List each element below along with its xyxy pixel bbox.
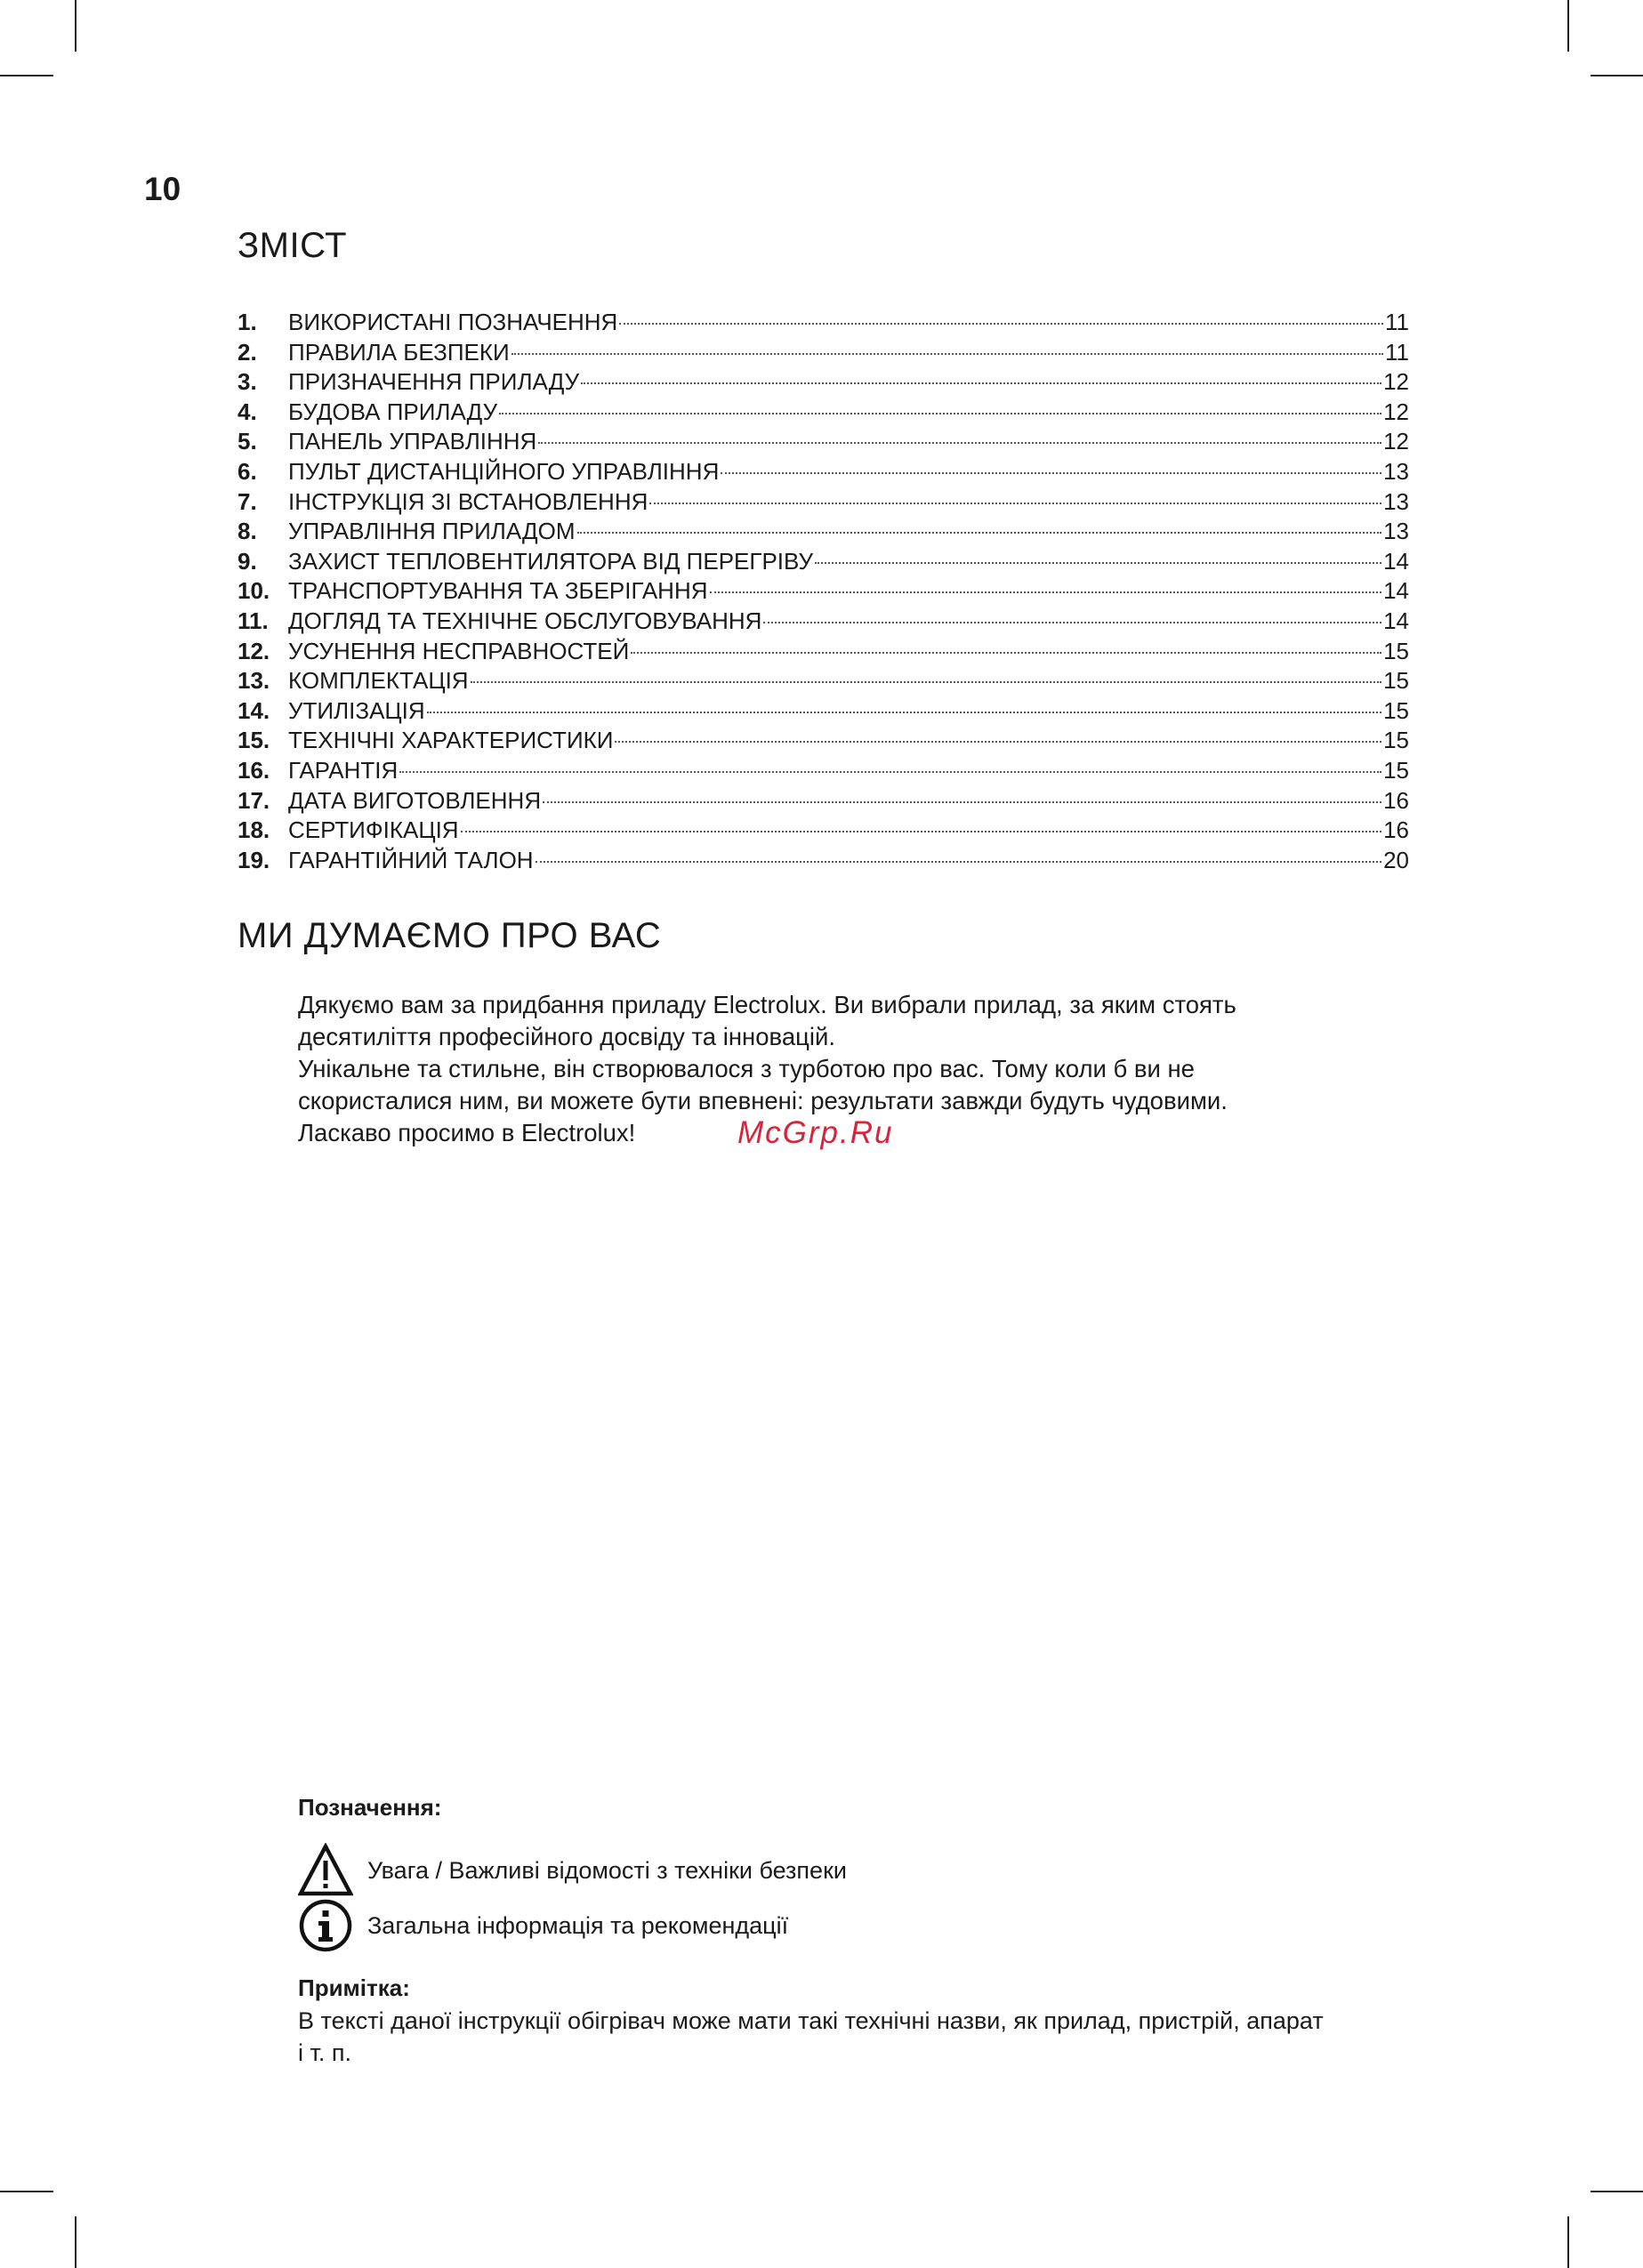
crop-mark: [1591, 2191, 1643, 2192]
legend-info: [298, 1898, 788, 1953]
toc-item-title: ПРИЗНАЧЕННЯ ПРИЛАДУ: [288, 368, 580, 396]
toc-item-number: 17.: [238, 786, 270, 814]
warning-triangle-icon: [298, 1843, 353, 1898]
intro-line: Унікальне та стильне, він створювалося з турботою про вас. Тому коли б ви не: [298, 1055, 1195, 1082]
toc-item-page: 20: [1383, 846, 1409, 873]
toc-item-number: 5.: [238, 428, 257, 455]
toc-item-title: ГАРАНТІЯ: [288, 756, 399, 784]
crop-mark: [1591, 75, 1643, 76]
toc-item-page: 13: [1383, 487, 1409, 515]
toc-item-title: ТЕХНІЧНІ ХАРАКТЕРИСТИКИ: [288, 727, 614, 754]
toc-item: [238, 726, 1409, 756]
toc-item-page: 15: [1383, 727, 1409, 754]
toc-item: [238, 338, 1409, 368]
toc-item-number: 18.: [238, 816, 270, 844]
toc-item: [238, 637, 1409, 667]
toc-leader-dots: [581, 382, 1381, 384]
toc-item-title: ДОГЛЯД ТА ТЕХНІЧНЕ ОБСЛУГОВУВАННЯ: [288, 607, 762, 634]
toc-item-page: 15: [1383, 667, 1409, 695]
toc-item-number: 10.: [238, 577, 270, 605]
toc-leader-dots: [399, 771, 1381, 773]
legend-warning: [298, 1843, 847, 1898]
toc-item-page: 15: [1383, 756, 1409, 784]
toc-item-number: 16.: [238, 756, 270, 784]
toc-item-page: 12: [1383, 368, 1409, 396]
toc-item: [238, 398, 1409, 428]
toc-leader-dots: [619, 323, 1383, 325]
toc-leader-dots: [649, 503, 1381, 504]
toc-item: [238, 427, 1409, 457]
toc-item-title: ТРАНСПОРТУВАННЯ ТА ЗБЕРІГАННЯ: [288, 577, 708, 605]
toc-item-number: 11.: [238, 607, 269, 634]
legend-warning-text: Увага / Важливі відомості з техніки безпеки: [367, 1856, 847, 1884]
toc-leader-dots: [427, 712, 1381, 713]
crop-mark: [1567, 2216, 1569, 2268]
intro-line: десятиліття професійного досвіду та інновацій.: [298, 1023, 835, 1050]
toc-leader-dots: [710, 591, 1382, 593]
toc-leader-dots: [721, 472, 1381, 474]
toc-item-number: 15.: [238, 727, 270, 754]
note-line: В тексті даної інструкції обігрівач може мати такі технічні назви, як прилад, пристрій, апарат: [298, 2007, 1324, 2034]
toc-item: [238, 576, 1409, 607]
toc-item: [238, 457, 1409, 487]
toc-item-title: УПРАВЛІННЯ ПРИЛАДОМ: [288, 518, 576, 545]
toc-leader-dots: [543, 801, 1381, 803]
toc-item-number: 9.: [238, 547, 257, 575]
toc-item-page: 15: [1383, 637, 1409, 664]
toc-item-page: 14: [1383, 547, 1409, 575]
toc-item-page: 11: [1385, 309, 1409, 335]
legend-info-text: Загальна інформація та рекомендації: [367, 1911, 789, 1939]
toc-item: [238, 846, 1409, 876]
toc-item: [238, 696, 1409, 727]
toc-item: [238, 517, 1409, 547]
toc-item: [238, 367, 1409, 398]
toc-item-title: ЗАХИСТ ТЕПЛОВЕНТИЛЯТОРА ВІД ПЕРЕГРІВУ: [288, 547, 814, 575]
toc-item: [238, 756, 1409, 786]
toc-item-number: 2.: [238, 338, 257, 366]
toc-leader-dots: [615, 741, 1381, 743]
crop-mark: [1567, 0, 1569, 52]
toc-item-title: ДАТА ВИГОТОВЛЕННЯ: [288, 786, 542, 814]
toc-item-number: 12.: [238, 637, 270, 664]
crop-mark: [75, 0, 77, 52]
toc-leader-dots: [536, 861, 1382, 863]
note-body: [298, 2005, 1454, 2069]
toc-item-number: 1.: [238, 309, 257, 335]
intro-line: скористалися ним, ви можете бути впевнені: результати завжди будуть чудовими.: [298, 1087, 1228, 1114]
toc-item-page: 14: [1383, 607, 1409, 634]
toc-item-page: 12: [1383, 428, 1409, 455]
intro-line: Ласкаво просимо в Electrolux!: [298, 1119, 636, 1146]
toc-leader-dots: [577, 532, 1382, 534]
toc-item-title: УСУНЕННЯ НЕСПРАВНОСТЕЙ: [288, 637, 630, 664]
legend-title: Позначення:: [298, 1794, 442, 1821]
toc-item-number: 14.: [238, 696, 270, 724]
toc-leader-dots: [538, 442, 1381, 444]
intro-heading: МИ ДУМАЄМО ПРО ВАС: [238, 916, 662, 955]
toc-item-page: 16: [1383, 816, 1409, 844]
crop-mark: [0, 75, 53, 76]
page-number: 10: [144, 171, 181, 207]
toc-item-number: 19.: [238, 846, 270, 873]
toc-item: [238, 666, 1409, 696]
toc-item-number: 6.: [238, 457, 257, 485]
toc-item-title: УТИЛІЗАЦІЯ: [288, 696, 425, 724]
toc-item-page: 16: [1383, 786, 1409, 814]
toc-item-title: ПАНЕЛЬ УПРАВЛІННЯ: [288, 428, 537, 455]
toc-item-title: ГАРАНТІЙНИЙ ТАЛОН: [288, 846, 534, 873]
crop-mark: [75, 2216, 77, 2268]
toc-leader-dots: [471, 681, 1382, 683]
toc-heading: ЗМІСТ: [238, 226, 348, 265]
intro-line: Дякуємо вам за придбання приладу Electrolux. Ви вибрали прилад, за яким стоять: [298, 991, 1236, 1018]
toc-item-page: 14: [1383, 577, 1409, 605]
note-line: і т. п.: [298, 2039, 351, 2066]
toc-item: [238, 786, 1409, 816]
note-title: Примітка:: [298, 1974, 410, 2001]
toc-item-page: 13: [1383, 457, 1409, 485]
toc-item: [238, 607, 1409, 637]
toc-item-title: ІНСТРУКЦІЯ ЗІ ВСТАНОВЛЕННЯ: [288, 487, 648, 515]
info-circle-icon: [298, 1898, 353, 1953]
toc-item-number: 4.: [238, 398, 257, 425]
toc-item-title: ПРАВИЛА БЕЗПЕКИ: [288, 338, 510, 366]
toc-item-number: 8.: [238, 518, 257, 545]
toc-leader-dots: [461, 831, 1382, 832]
toc-leader-dots: [815, 562, 1381, 564]
watermark: McGrp.Ru: [737, 1115, 894, 1150]
toc-item-page: 11: [1385, 338, 1409, 366]
toc-item-title: СЕРТИФІКАЦІЯ: [288, 816, 459, 844]
toc-item-title: ВИКОРИСТАНІ ПОЗНАЧЕННЯ: [288, 309, 618, 335]
table-of-contents: [238, 308, 1409, 875]
toc-item: [238, 547, 1409, 577]
toc-item-number: 7.: [238, 487, 257, 515]
crop-mark: [0, 2191, 53, 2192]
toc-item: [238, 308, 1409, 338]
toc-item-page: 15: [1383, 696, 1409, 724]
toc-item-number: 3.: [238, 368, 257, 396]
toc-item-title: КОМПЛЕКТАЦІЯ: [288, 667, 469, 695]
toc-item: [238, 487, 1409, 518]
toc-leader-dots: [511, 353, 1383, 355]
toc-item-title: ПУЛЬТ ДИСТАНЦІЙНОГО УПРАВЛІННЯ: [288, 457, 720, 485]
toc-leader-dots: [499, 413, 1381, 414]
toc-item-page: 12: [1383, 398, 1409, 425]
toc-leader-dots: [631, 652, 1381, 654]
toc-item-number: 13.: [238, 667, 270, 695]
toc-item: [238, 816, 1409, 846]
toc-item-page: 13: [1383, 518, 1409, 545]
toc-item-title: БУДОВА ПРИЛАДУ: [288, 398, 498, 425]
toc-leader-dots: [763, 622, 1381, 623]
